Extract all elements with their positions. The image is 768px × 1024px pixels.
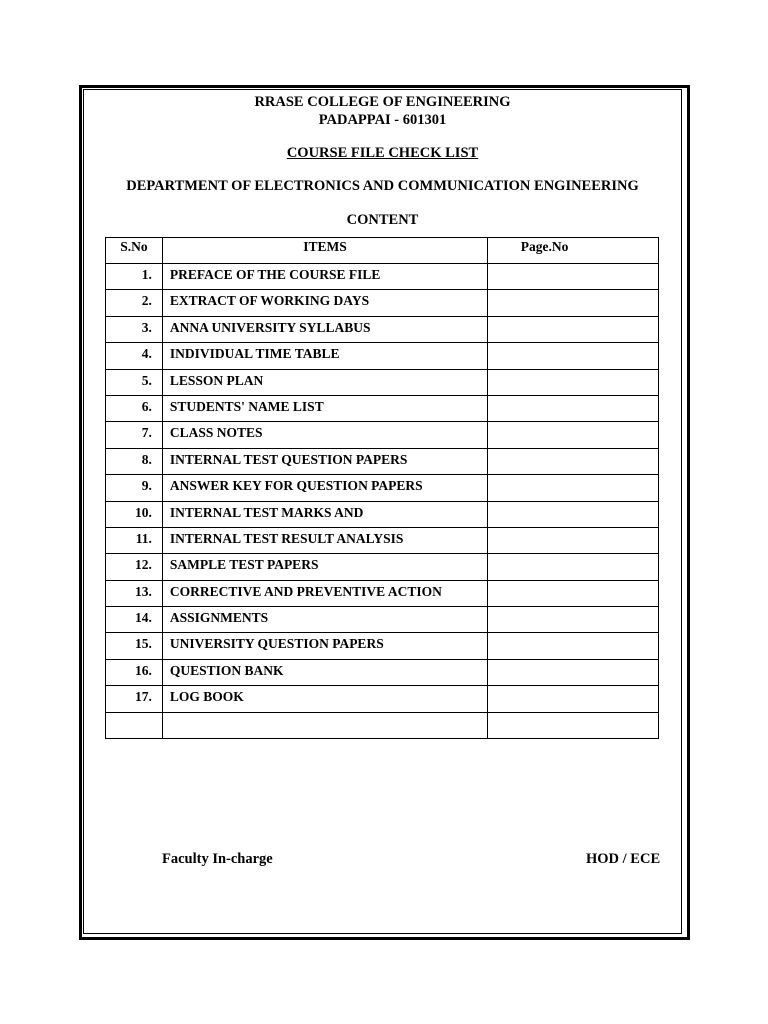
table-row [106,264,659,290]
table-row [106,659,659,685]
row-page-number [488,264,659,290]
row-item: ANNA UNIVERSITY SYLLABUS [162,316,487,342]
row-page-number [488,290,659,316]
table-row [106,686,659,712]
row-sno: 12. [106,554,163,580]
row-page-number [488,316,659,342]
table-row [106,712,659,738]
checklist-table [105,237,659,739]
row-sno: 13. [106,580,163,606]
table-row [106,395,659,421]
row-page-number [488,580,659,606]
table-body [106,264,659,739]
row-page-number [488,659,659,685]
row-sno: 1. [106,264,163,290]
row-item: PREFACE OF THE COURSE FILE [162,264,487,290]
table-row [106,607,659,633]
row-item: INDIVIDUAL TIME TABLE [162,343,487,369]
row-page-number [488,422,659,448]
row-sno: 2. [106,290,163,316]
row-item: EXTRACT OF WORKING DAYS [162,290,487,316]
row-page-number [488,395,659,421]
row-sno: 8. [106,448,163,474]
row-sno [106,712,163,738]
table-row [106,316,659,342]
row-sno: 15. [106,633,163,659]
row-item: ANSWER KEY FOR QUESTION PAPERS [162,475,487,501]
row-sno: 7. [106,422,163,448]
row-page-number [488,554,659,580]
row-item: LESSON PLAN [162,369,487,395]
college-name: RRASE COLLEGE OF ENGINEERING [254,94,511,110]
row-page-number [488,343,659,369]
table-row [106,633,659,659]
table-row [106,554,659,580]
document-title [83,145,682,162]
row-sno: 6. [106,395,163,421]
table-row [106,290,659,316]
row-page-number [488,369,659,395]
section-heading: CONTENT [346,212,419,228]
row-page-number [488,475,659,501]
row-item: QUESTION BANK [162,659,487,685]
table-row [106,369,659,395]
row-sno: 11. [106,527,163,553]
row-page-number [488,633,659,659]
column-header-sno: S.No [106,238,163,264]
department-name: DEPARTMENT OF ELECTRONICS AND COMMUNICATION ENGINEERING [126,178,639,194]
row-sno: 16. [106,659,163,685]
hod-signature-label: HOD / ECE [586,851,661,867]
college-location: PADAPPAI - 601301 [318,112,447,128]
row-item: INTERNAL TEST MARKS AND [162,501,487,527]
row-item: CLASS NOTES [162,422,487,448]
row-item [162,712,487,738]
row-sno: 3. [106,316,163,342]
row-item: SAMPLE TEST PAPERS [162,554,487,580]
row-page-number [488,501,659,527]
row-item: INTERNAL TEST RESULT ANALYSIS [162,527,487,553]
table-row [106,448,659,474]
row-item: STUDENTS' NAME LIST [162,395,487,421]
row-page-number [488,686,659,712]
table-row [106,343,659,369]
document-title-text: COURSE FILE CHECK LIST [286,145,479,161]
row-sno: 5. [106,369,163,395]
row-sno: 9. [106,475,163,501]
row-item: LOG BOOK [162,686,487,712]
row-item: UNIVERSITY QUESTION PAPERS [162,633,487,659]
row-item: ASSIGNMENTS [162,607,487,633]
table-row [106,527,659,553]
table-row [106,422,659,448]
column-header-items: ITEMS [162,238,487,264]
row-item: CORRECTIVE AND PREVENTIVE ACTION [162,580,487,606]
table-row [106,475,659,501]
row-sno: 17. [106,686,163,712]
row-page-number [488,712,659,738]
table-row [106,580,659,606]
row-sno: 10. [106,501,163,527]
row-page-number [488,607,659,633]
row-item: INTERNAL TEST QUESTION PAPERS [162,448,487,474]
faculty-signature-label: Faculty In-charge [162,851,273,867]
row-page-number [488,527,659,553]
row-sno: 4. [106,343,163,369]
row-sno: 14. [106,607,163,633]
table-row [106,501,659,527]
row-page-number [488,448,659,474]
table-header-row [106,238,659,264]
column-header-page: Page.No [488,238,659,264]
